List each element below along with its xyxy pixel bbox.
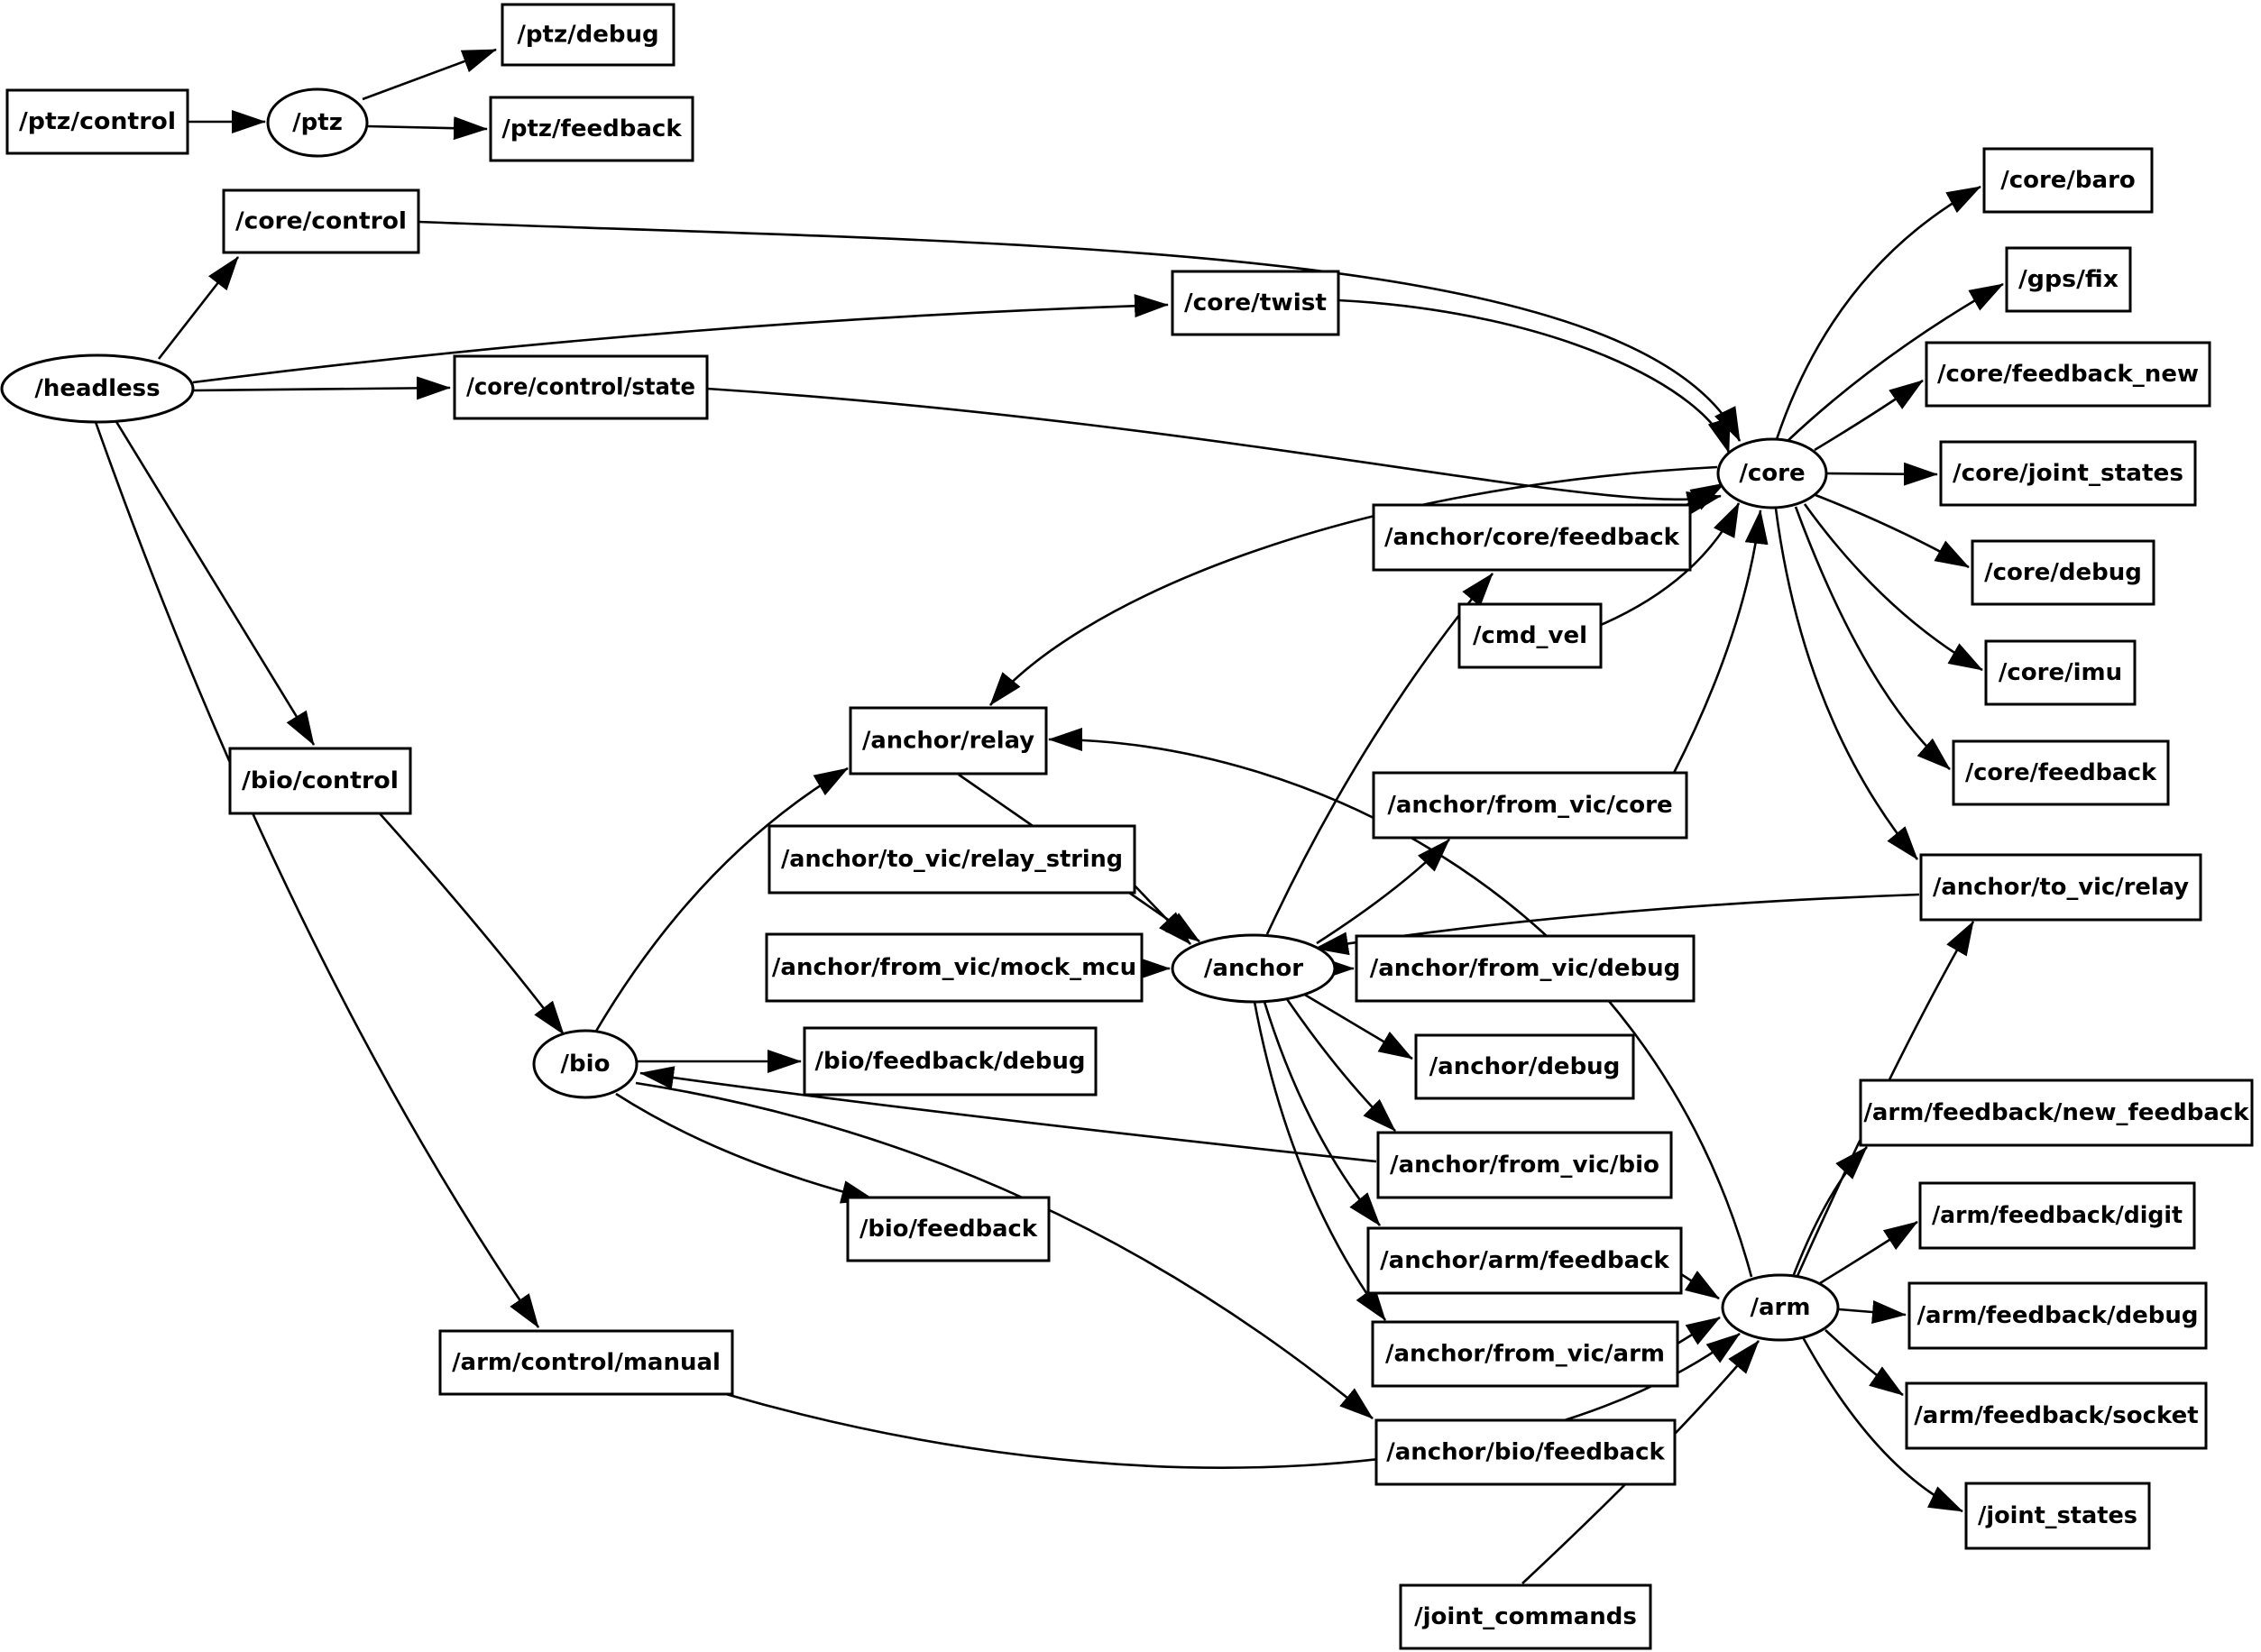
node-ptz bbox=[268, 89, 367, 156]
topic-arm_feedback_debug bbox=[1909, 1283, 2206, 1348]
topic-core_baro bbox=[1984, 149, 2152, 212]
label-ptz_debug: /ptz/debug bbox=[517, 21, 659, 49]
topic-arm_control_manual bbox=[440, 1331, 732, 1394]
topic-core_debug bbox=[1972, 541, 2154, 604]
label-anchor_bio_feedback: /anchor/bio/feedback bbox=[1386, 1438, 1665, 1466]
edge-anchor-to-anchor_debug bbox=[1303, 994, 1412, 1059]
edge-core-to-core_joint_states bbox=[1827, 473, 1937, 474]
topic-anchor_arm_feedback bbox=[1368, 1228, 1681, 1293]
edge-ptz-to-ptz_debug bbox=[363, 50, 496, 99]
label-arm_feedback_new_feedback: /arm/feedback/new_feedback bbox=[1863, 1099, 2249, 1126]
topic-anchor_from_vic_bio bbox=[1378, 1133, 1671, 1198]
node-headless bbox=[2, 355, 193, 422]
label-anchor_core_feedback: /anchor/core/feedback bbox=[1384, 524, 1679, 551]
label-core_feedback: /core/feedback bbox=[1965, 759, 2157, 786]
topic-anchor_from_vic_core bbox=[1374, 773, 1687, 838]
edge-arm-to-arm_feedback_debug bbox=[1839, 1309, 1906, 1315]
topic-cmd_vel bbox=[1459, 604, 1601, 667]
label-core_debug: /core/debug bbox=[1984, 559, 2142, 586]
label-gps_fix: /gps/fix bbox=[2018, 266, 2119, 293]
label-core: /core bbox=[1739, 460, 1806, 487]
edge-core_control_state-to-core bbox=[707, 389, 1721, 500]
edge-anchor-to-anchor_from_vic_bio bbox=[1287, 999, 1395, 1131]
topic-anchor_relay bbox=[850, 708, 1046, 774]
label-core_control_state: /core/control/state bbox=[466, 373, 695, 401]
edge-arm-to-arm_feedback_digit bbox=[1820, 1222, 1917, 1283]
topic-bio_control bbox=[230, 748, 410, 813]
topic-core_joint_states bbox=[1941, 442, 2195, 505]
topic-anchor_to_vic_relay bbox=[1921, 855, 2201, 920]
label-core_twist: /core/twist bbox=[1184, 289, 1327, 317]
edge-anchor_arm_feedback-to-arm bbox=[1681, 1274, 1719, 1299]
edge-headless-to-core_control_state bbox=[193, 388, 450, 390]
label-bio_control: /bio/control bbox=[242, 767, 399, 794]
topic-ptz_debug bbox=[502, 5, 674, 65]
label-headless: /headless bbox=[34, 375, 161, 402]
label-anchor: /anchor bbox=[1203, 955, 1304, 982]
edge-core-to-core_feedback_new bbox=[1815, 381, 1923, 450]
label-anchor_to_vic_relay_string: /anchor/to_vic/relay_string bbox=[781, 846, 1123, 873]
topic-core_control bbox=[224, 190, 418, 252]
edge-ptz-to-ptz_feedback bbox=[367, 126, 487, 129]
edge-anchor_from_vic_arm-to-arm bbox=[1677, 1317, 1720, 1344]
edge-core-to-anchor_to_vic_relay bbox=[1776, 509, 1917, 859]
label-ptz_feedback: /ptz/feedback bbox=[501, 115, 682, 142]
edge-anchor_core_feedback-to-core bbox=[1687, 483, 1724, 505]
topic-ptz_control bbox=[7, 90, 188, 153]
label-core_joint_states: /core/joint_states bbox=[1953, 460, 2183, 487]
label-anchor_relay: /anchor/relay bbox=[862, 727, 1035, 755]
label-arm: /arm bbox=[1750, 1294, 1811, 1321]
label-anchor_from_vic_arm: /anchor/from_vic/arm bbox=[1385, 1340, 1665, 1368]
edge-headless-to-bio_control bbox=[115, 420, 314, 745]
topic-core_feedback bbox=[1953, 741, 2168, 804]
label-cmd_vel: /cmd_vel bbox=[1472, 622, 1588, 649]
topic-anchor_from_vic_mock_mcu bbox=[767, 934, 1142, 1001]
topic-core_feedback_new bbox=[1926, 343, 2210, 406]
topic-gps_fix bbox=[2007, 248, 2130, 311]
edge-arm-to-arm_feedback_socket bbox=[1825, 1330, 1903, 1395]
label-core_feedback_new: /core/feedback_new bbox=[1937, 361, 2199, 388]
topic-joint_commands bbox=[1401, 1585, 1650, 1648]
label-anchor_from_vic_core: /anchor/from_vic/core bbox=[1387, 792, 1673, 819]
label-anchor_arm_feedback: /anchor/arm/feedback bbox=[1380, 1247, 1669, 1274]
topic-anchor_bio_feedback bbox=[1376, 1420, 1675, 1484]
node-core bbox=[1718, 439, 1826, 508]
topic-ptz_feedback bbox=[491, 97, 693, 161]
topic-anchor_to_vic_relay_string bbox=[769, 826, 1135, 893]
label-ptz: /ptz bbox=[292, 109, 343, 136]
topic-anchor_from_vic_arm bbox=[1373, 1322, 1677, 1386]
edge-headless-to-arm_control_manual bbox=[96, 422, 538, 1327]
topic-anchor_core_feedback bbox=[1374, 505, 1690, 570]
label-joint_states: /joint_states bbox=[1978, 1502, 2137, 1529]
label-ptz_control: /ptz/control bbox=[19, 108, 176, 135]
label-bio_feedback_debug: /bio/feedback/debug bbox=[814, 1048, 1086, 1075]
edge-arm-to-arm_feedback_new_feedback bbox=[1793, 1147, 1867, 1277]
label-bio_feedback: /bio/feedback bbox=[859, 1216, 1038, 1243]
topic-anchor_debug bbox=[1416, 1035, 1633, 1098]
label-arm_feedback_debug: /arm/feedback/debug bbox=[1916, 1302, 2199, 1329]
topic-arm_feedback_digit bbox=[1920, 1183, 2194, 1248]
label-anchor_from_vic_mock_mcu: /anchor/from_vic/mock_mcu bbox=[771, 954, 1137, 981]
edge-core_twist-to-core bbox=[1338, 300, 1729, 453]
label-core_baro: /core/baro bbox=[2000, 167, 2136, 194]
label-arm_feedback_socket: /arm/feedback/socket bbox=[1914, 1402, 2199, 1429]
node-arm bbox=[1723, 1275, 1838, 1340]
label-arm_feedback_digit: /arm/feedback/digit bbox=[1932, 1202, 2183, 1229]
label-arm_control_manual: /arm/control/manual bbox=[452, 1349, 721, 1376]
edge-bio_control-to-bio bbox=[379, 812, 564, 1034]
topic-arm_feedback_new_feedback bbox=[1861, 1080, 2252, 1145]
edge-bio-to-bio_feedback bbox=[616, 1094, 875, 1200]
topic-anchor_from_vic_debug bbox=[1356, 936, 1694, 1001]
topic-core_twist bbox=[1172, 271, 1338, 335]
node-bio bbox=[534, 1031, 637, 1097]
edge-headless-to-core_control bbox=[159, 257, 238, 359]
node-anchor bbox=[1172, 935, 1335, 1002]
label-anchor_debug: /anchor/debug bbox=[1429, 1053, 1621, 1080]
label-anchor_from_vic_bio: /anchor/from_vic/bio bbox=[1390, 1152, 1659, 1179]
label-core_control: /core/control bbox=[235, 207, 407, 235]
topic-arm_feedback_socket bbox=[1907, 1383, 2206, 1448]
label-bio: /bio bbox=[560, 1051, 611, 1078]
edge-anchor-to-anchor_from_vic_core bbox=[1317, 840, 1449, 943]
label-anchor_from_vic_debug: /anchor/from_vic/debug bbox=[1369, 955, 1681, 982]
label-joint_commands: /joint_commands bbox=[1414, 1603, 1637, 1630]
topic-core_control_state bbox=[455, 356, 707, 418]
topic-bio_feedback bbox=[848, 1198, 1049, 1261]
label-anchor_to_vic_relay: /anchor/to_vic/relay bbox=[1933, 874, 2190, 901]
label-core_imu: /core/imu bbox=[1998, 659, 2123, 686]
topic-core_imu bbox=[1986, 641, 2135, 704]
topic-joint_states bbox=[1966, 1483, 2149, 1548]
edge-core-to-anchor_relay bbox=[990, 467, 1717, 705]
topic-bio_feedback_debug bbox=[804, 1028, 1096, 1095]
edge-core-to-core_feedback bbox=[1796, 507, 1950, 769]
